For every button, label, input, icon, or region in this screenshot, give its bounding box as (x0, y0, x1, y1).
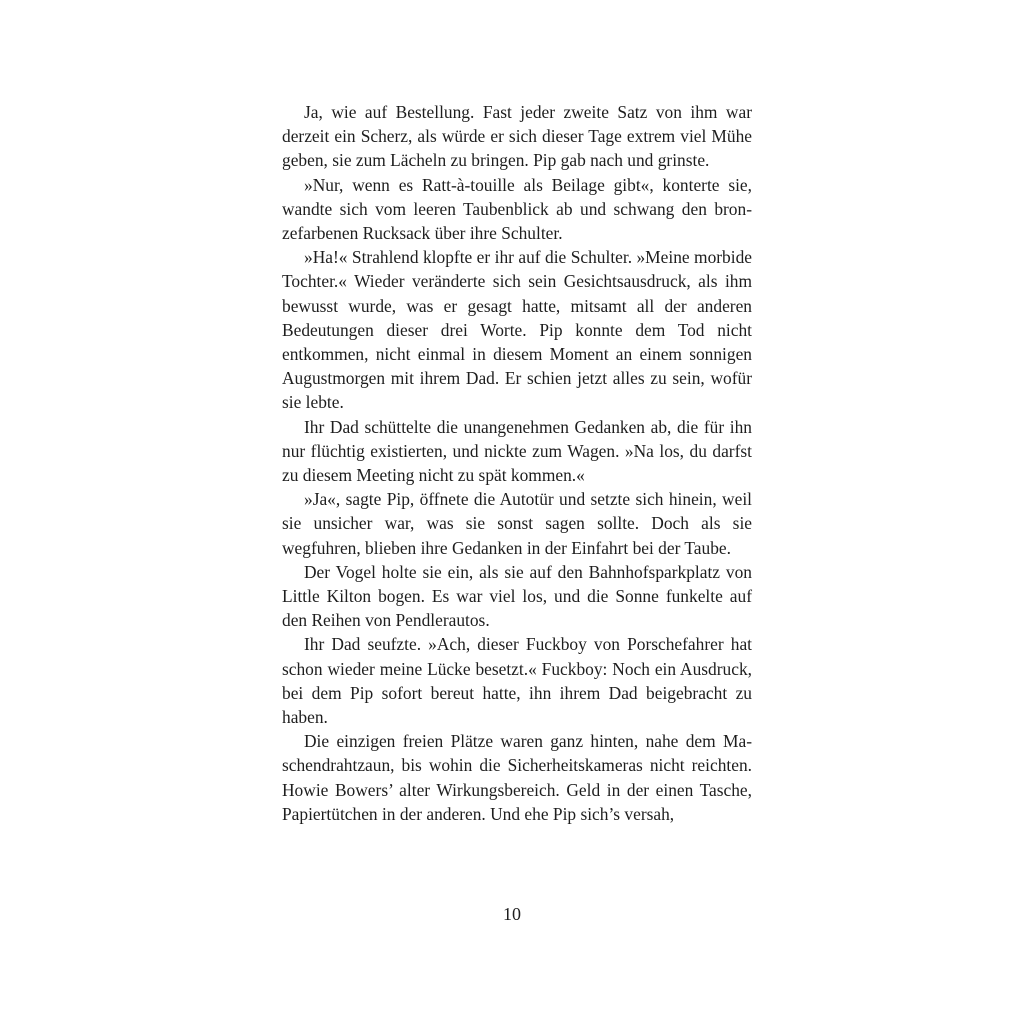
paragraph: Der Vogel holte sie ein, als sie auf den Bahnhofsparkplatz von Little Kilton bogen. Es war viel los, und die Sonne funkelte auf den Reihen von Pendlerautos. (282, 561, 752, 631)
paragraph: Ihr Dad schüttelte die unangenehmen Gedanken ab, die für ihn nur flüchtig existierten, und nickte zum Wagen. »Na los, du darfst zu diesem Meeting nicht zu spät kommen.« (282, 416, 752, 486)
paragraph: »Ja«, sagte Pip, öffnete die Autotür und setzte sich hinein, weil sie unsicher war, was sie sonst sagen sollte. Doch als sie wegfuhren, blieben ihre Gedanken in der Einfahrt bei der Taube. (282, 489, 752, 558)
paragraph: »Nur, wenn es Ratt-à-touille als Beilage gibt«, konterte sie, wandte sich vom leeren Taubenblick ab und schwang den bronzefarbenen Rucksack über ihre Schulter. (282, 174, 752, 244)
paragraph: Die einzigen freien Plätze waren ganz hinten, nahe dem Maschendrahtzaun, bis wohin die Sicherheitskameras nicht reichten. Howie Bowers’ alter Wirkungsbereich. Geld in der einen Tasche, Papiertütchen in der anderen. Und ehe Pip sich’s versah, (282, 731, 752, 824)
paragraph: »Ha!« Strahlend klopfte er ihr auf die Schulter. »Meine morbide Tochter.« Wieder veränderte sich sein Gesichtsausdruck, als ihm bewusst wurde, was er gesagt hatte, mitsamt all der anderen Bedeutungen dieser drei Worte. Pip konnte dem Tod nicht entkommen, nicht einmal in diesem Moment an einem sonnigen Augustmorgen mit ihrem Dad. Er schien jetzt alles zu sein, wofür sie lebte. (282, 247, 752, 413)
page-number: 10 (503, 904, 521, 924)
paragraph: Ihr Dad seufzte. »Ach, dieser Fuckboy von Porschefahrer hat schon wieder meine Lücke besetzt.« Fuckboy: Noch ein Ausdruck, bei dem Pip sofort bereut hatte, ihn ihrem Dad beigebracht zu haben. (282, 634, 752, 728)
paragraph: Ja, wie auf Bestellung. Fast jeder zweite Satz von ihm war derzeit ein Scherz, als würde er sich dieser Tage extrem viel Mühe geben, sie zum Lächeln zu bringen. Pip gab nach und grinste. (282, 102, 752, 171)
body-text (282, 100, 752, 826)
